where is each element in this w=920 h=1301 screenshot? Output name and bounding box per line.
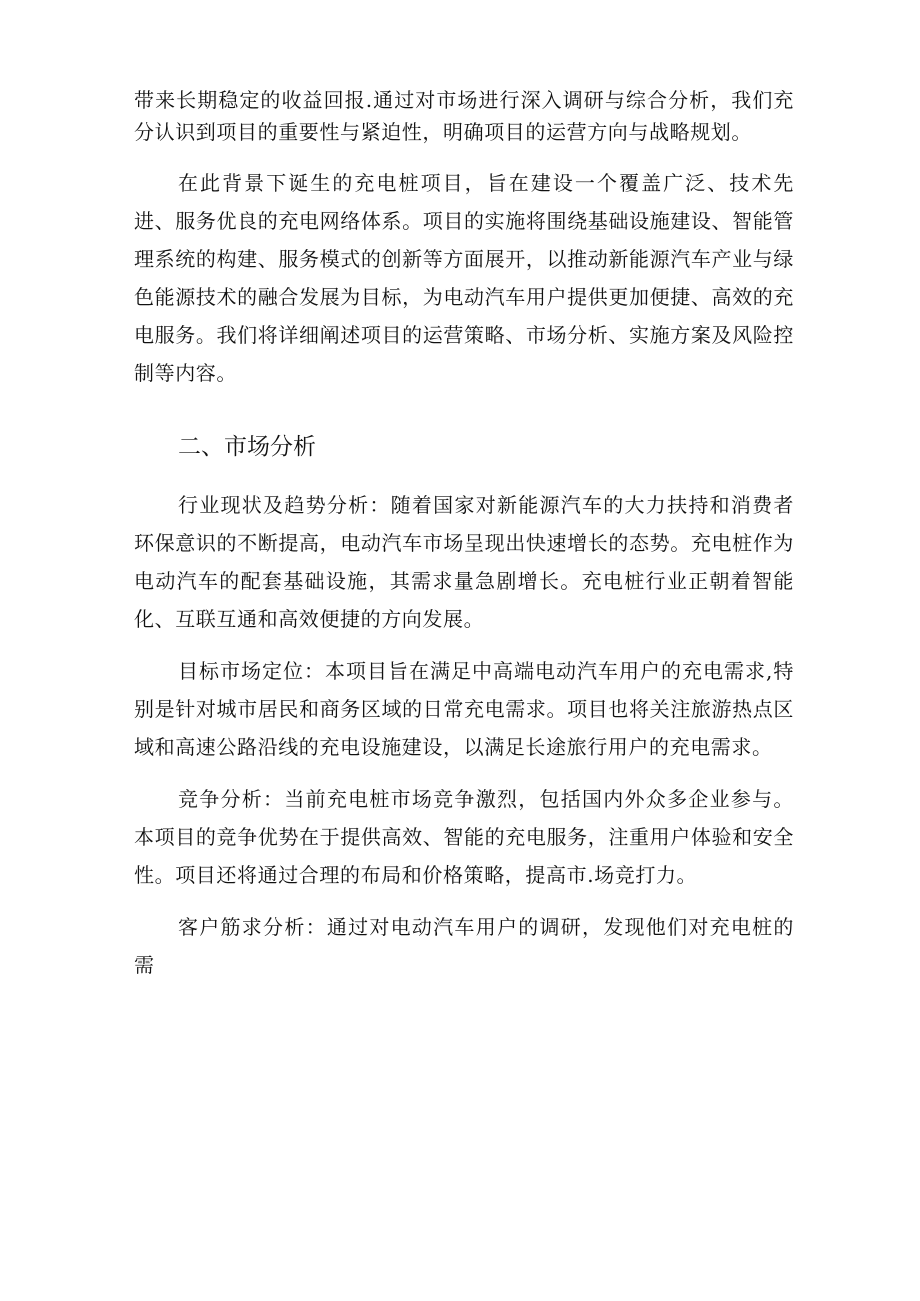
paragraph-customer-analysis: 客户筋求分析：通过对电动汽车用户的调研，发现他们对充电桩的需 <box>134 915 794 977</box>
paragraph-competition-analysis: 竞争分析：当前充电桩市场竞争激烈，包括国内外众多企业参与。本项目的竞争优势在于提供高效、智能的充电服务，注重用户体验和安全性。项目还将通过合理的布局和价格策略，提高市.场竞打力。 <box>134 787 794 887</box>
paragraph-background: 在此背景下诞生的充电桩项目，旨在建设一个覆盖广泛、技术先进、服务优良的充电网络体系。项目的实施将围绕基础设施建设、智能管理系统的构建、服务模式的创新等方面展开，以推动新能源汽车产业与绿色能源技术的融合发展为目标，为电动汽车用户提供更加便捷、高效的充电服务。我们将详细阐述项目的运营策略、市场分析、实施方案及风险控制等内容。 <box>134 171 794 385</box>
document-body <box>134 84 794 984</box>
paragraph-intro-continued: 带来长期稳定的收益回报.通过对市场进行深入调研与综合分析，我们充分认识到项目的重要性与紧迫性，明确项目的运营方向与战略规划。 <box>134 88 794 144</box>
paragraph-industry-analysis: 行业现状及趋势分析：随着国家对新能源汽车的大力扶持和消费者环保意识的不断提高，电动汽车市场呈现出快速增长的态势。充电桩作为电动汽车的配套基础设施，其需求量急剧增长。充电桩行业正朝着智能化、互联互通和高效便捷的方向发展。 <box>134 493 794 631</box>
section-heading-market-analysis: 二、市场分析 <box>178 434 316 460</box>
paragraph-target-market: 目标市场定位：本项目旨在满足中高端电动汽车用户的充电需求,特别是针对城市居民和商务区域的日常充电需求。项目也将关注旅游热点区域和高速公路沿线的充电设施建设，以满足长途旅行用户的充电需求。 <box>134 659 794 759</box>
